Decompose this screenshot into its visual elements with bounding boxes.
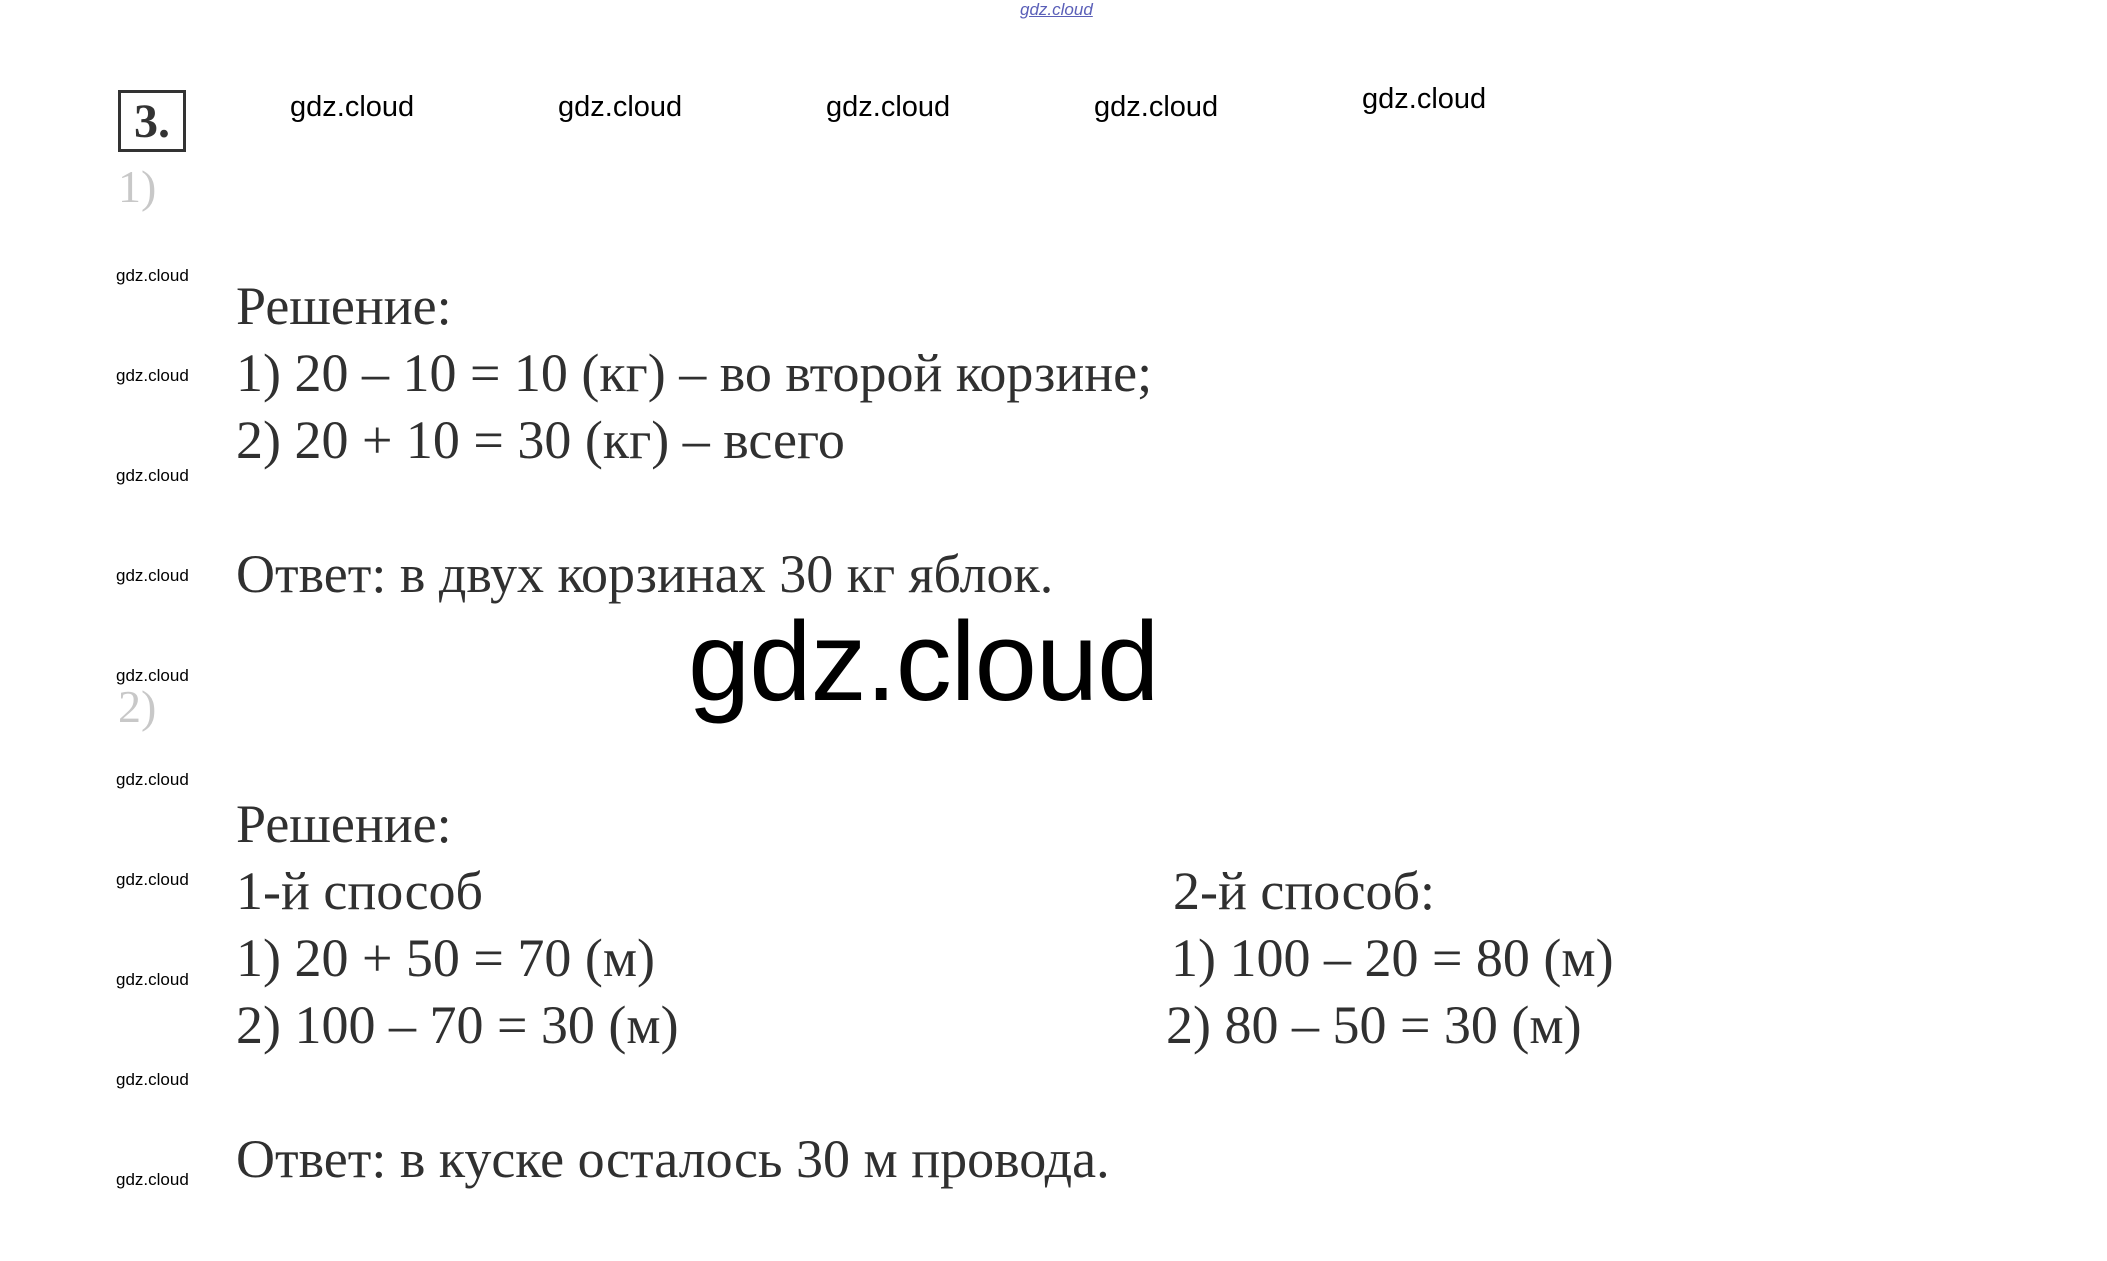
side-watermark: gdz.cloud — [116, 566, 189, 585]
side-watermark: gdz.cloud — [116, 666, 189, 685]
side-watermark: gdz.cloud — [116, 1170, 189, 1189]
part-1-step-1: 1) 20 – 10 = 10 (кг) – во второй корзине; — [236, 343, 1153, 403]
method-1-step-2: 2) 100 – 70 = 30 (м) — [236, 995, 679, 1055]
side-watermark: gdz.cloud — [116, 770, 189, 789]
part-1-solution-title: Решение: — [236, 276, 452, 336]
part-2-solution-title: Решение: — [236, 794, 452, 854]
center-watermark: gdz.cloud — [688, 599, 1159, 724]
method-2-step-1: 1) 100 – 20 = 80 (м) — [1171, 928, 1614, 988]
top-site-link[interactable]: gdz.cloud — [1020, 0, 1093, 19]
part-1-answer: Ответ: в двух корзинах 30 кг яблок. — [236, 544, 1054, 604]
part-2-answer: Ответ: в куске осталось 30 м провода. — [236, 1129, 1110, 1189]
method-2-step-2: 2) 80 – 50 = 30 (м) — [1166, 995, 1582, 1055]
side-watermark: gdz.cloud — [116, 970, 189, 989]
part-2-label: 2) — [118, 681, 157, 732]
side-watermark: gdz.cloud — [116, 870, 189, 889]
side-watermark: gdz.cloud — [116, 366, 189, 385]
method-1-title: 1-й способ — [236, 861, 484, 921]
side-watermark: gdz.cloud — [116, 1070, 189, 1089]
watermark: gdz.cloud — [1094, 91, 1219, 123]
method-2-title: 2-й способ: — [1173, 861, 1436, 921]
watermark: gdz.cloud — [290, 91, 415, 123]
part-1-label: 1) — [118, 161, 157, 212]
side-watermark: gdz.cloud — [116, 266, 189, 285]
watermark: gdz.cloud — [1362, 83, 1487, 115]
task-number-box — [118, 90, 186, 152]
task-number: 3. — [134, 94, 170, 148]
method-1-step-1: 1) 20 + 50 = 70 (м) — [236, 928, 656, 988]
part-1-step-2: 2) 20 + 10 = 30 (кг) – всего — [236, 410, 845, 470]
watermark: gdz.cloud — [826, 91, 951, 123]
watermark: gdz.cloud — [558, 91, 683, 123]
side-watermark: gdz.cloud — [116, 466, 189, 485]
